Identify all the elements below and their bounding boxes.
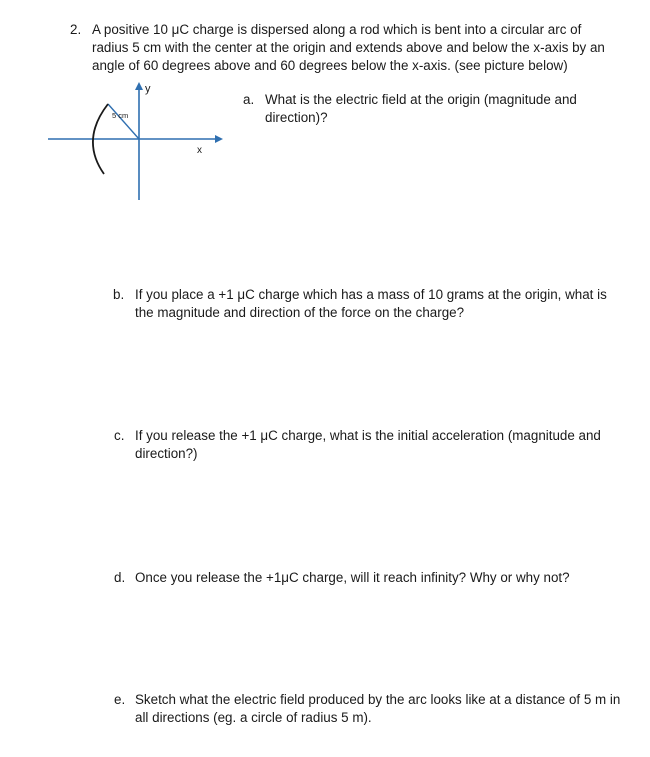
y-axis-label: y bbox=[145, 83, 151, 95]
radius-line bbox=[108, 104, 139, 139]
part-c-letter: c. bbox=[114, 428, 125, 443]
part-d-text: Once you release the +1μC charge, will it reach infinity? Why or why not? bbox=[135, 570, 570, 585]
part-b-text: If you place a +1 μC charge which has a mass of 10 grams at the origin, what is the magnitude and direction of the force on the charge? bbox=[135, 287, 607, 320]
part-b-letter: b. bbox=[113, 287, 125, 302]
part-a-text: What is the electric field at the origin (magnitude and direction)? bbox=[265, 92, 577, 125]
question-number: 2. bbox=[70, 22, 82, 37]
x-axis-label: x bbox=[197, 145, 202, 156]
part-c-text: If you release the +1 μC charge, what is the initial acceleration (magnitude and direction?) bbox=[135, 428, 601, 461]
radius-label: 5 cm bbox=[112, 111, 129, 120]
part-d-letter: d. bbox=[114, 570, 126, 585]
part-e-letter: e. bbox=[114, 692, 126, 707]
part-a-letter: a. bbox=[243, 92, 255, 107]
part-e-text: Sketch what the electric field produced by the arc looks like at a distance of 5 m in all directions (eg. a circle of radius 5 m). bbox=[135, 692, 621, 725]
question-text: A positive 10 μC charge is dispersed along a rod which is bent into a circular arc of radius 5 cm with the center at the origin and extends above and below the x-axis by an angle of 60 degrees above and 60 degrees below the x-axis. (see picture below) bbox=[92, 22, 605, 73]
